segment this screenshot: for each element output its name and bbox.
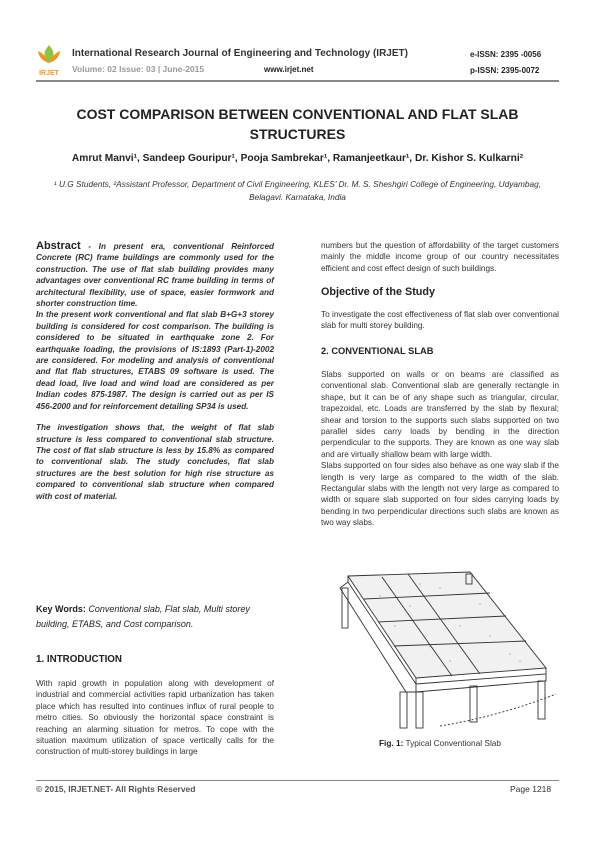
keywords — [36, 602, 274, 632]
figure-label: Fig. 1: — [378, 738, 404, 748]
journal-url[interactable]: www.irjet.net — [264, 65, 314, 74]
intro-text: With rapid growth in population along with development of industrial and commercial activities rapid urbanization has taken place which has resulted into continues influx of rural people to metro cities. So obviously the horizontal space constraint is reaching an alarming situation for metros. To cope with the situation maximum utilization of space vertically calls for the construction of multi-storey buildings in large — [36, 679, 274, 757]
intro-continued: numbers but the question of affordability of the target customers mainly the middle income group of our country necessitates efficient and cost effect design of such buildings. — [321, 241, 559, 273]
conventional-slab-p2: Slabs supported on four sides also behave as one way slab if the length is very large as compared to the width of the slab. Rectangular slabs with the length not very large as compared to width or square slab supported on four sides carrying loads by bending in two perpendicular directions such slabs are known as two way slabs. — [321, 461, 559, 528]
paper-title: COST COMPARISON BETWEEN CONVENTIONAL AND FLAT SLAB STRUCTURES — [76, 106, 519, 142]
header-divider — [36, 80, 559, 82]
objective-text: To investigate the cost effectiveness of flat slab over conventional slab for multi storey building. — [321, 310, 559, 331]
paper-authors: Amrut Manvi¹, Sandeep Gouripur¹, Pooja Sambrekar¹, Ramanjeetkaur¹, Dr. Kishor S. Kulkarni² — [71, 153, 524, 164]
abstract-label: Abstract — [36, 240, 81, 252]
paper-affiliation: ¹ U.G Students, ²Assistant Professor, Department of Civil Engineering, KLES’ Dr. M. S. Sheshgiri College of Engineering, Udyambag, Belagavi. Karnataka, India — [53, 179, 542, 202]
footer-copyright: © 2015, IRJET.NET- All Rights Reserved — [36, 784, 196, 794]
footer-divider — [36, 780, 559, 781]
figure-caption-text: Typical Conventional Slab — [403, 738, 502, 748]
figure-caption — [321, 738, 559, 748]
intro-heading: 1. INTRODUCTION — [36, 654, 122, 665]
keywords-text: Conventional slab, Flat slab, Multi storey building, ETABS, and Cost comparison. — [36, 604, 250, 629]
conventional-slab-text — [321, 369, 559, 529]
page-number: Page 1218 — [510, 784, 552, 794]
keywords-label: Key Words: — [36, 604, 86, 614]
conventional-slab-p1: Slabs supported on walls or on beams are classified as conventional slab. Conventional slab are generally rectangle in shape, but it can be of any shape such as triangular, circular, trapezoidal, etc. Loads are transferred by the slab by flexural; shear and torsion to the supports such slabs supported on two parallel sides carry loads by bending in the direction perpendicular to the supports. They are known as one way slab and are virtually shallow beam with large width. — [321, 370, 559, 459]
journal-name: International Research Journal of Engineering and Technology (IRJET) — [72, 48, 408, 59]
conventional-slab-figure — [320, 566, 560, 736]
svg-text:IRJET: IRJET — [39, 70, 59, 77]
abstract-p2: In the present work conventional and flat slab B+G+3 storey building is considered for cost comparison. The building is considered to be situated in earthquake zone 2. For earthquake loading, the provisions of IS:1893 (Part-1)-2002 are considered. For modeling and analysis of conventional and flat flab structures, ETABS 09 software is used. The dead load, live load and wind load are considered as per Indian codes 875-1987. The design is carried out as per IS 456-2000 and for reinforcement detailing SP34 is used. — [36, 310, 274, 411]
abstract-p3: The investigation shows that, the weight of flat slab structure is less compared to conventional slab structure. The cost of flat slab structure is less by 15.8% as compared to conventional slab. The study concludes, flat slab structures are the best solution for high rise structure as compared to conventional slab structure when compared with cost of material. — [36, 423, 274, 501]
abstract-p1: - In present era, conventional Reinforced Concrete (RC) frame buildings are commonly used for the construction. The use of flat slab building provides many advantages over conventional RC frame building in terms of architectural flexibility, use of space, easier formwork and shorter construction time. — [36, 242, 274, 309]
abstract — [36, 241, 274, 502]
eissn: e-ISSN: 2395 -0056 — [470, 50, 542, 59]
irjet-logo — [34, 43, 64, 77]
objective-heading: Objective of the Study — [321, 286, 435, 298]
journal-volume: Volume: 02 Issue: 03 | June-2015 — [72, 64, 205, 74]
conventional-slab-heading: 2. CONVENTIONAL SLAB — [321, 346, 434, 356]
pissn: p-ISSN: 2395-0072 — [470, 66, 540, 75]
